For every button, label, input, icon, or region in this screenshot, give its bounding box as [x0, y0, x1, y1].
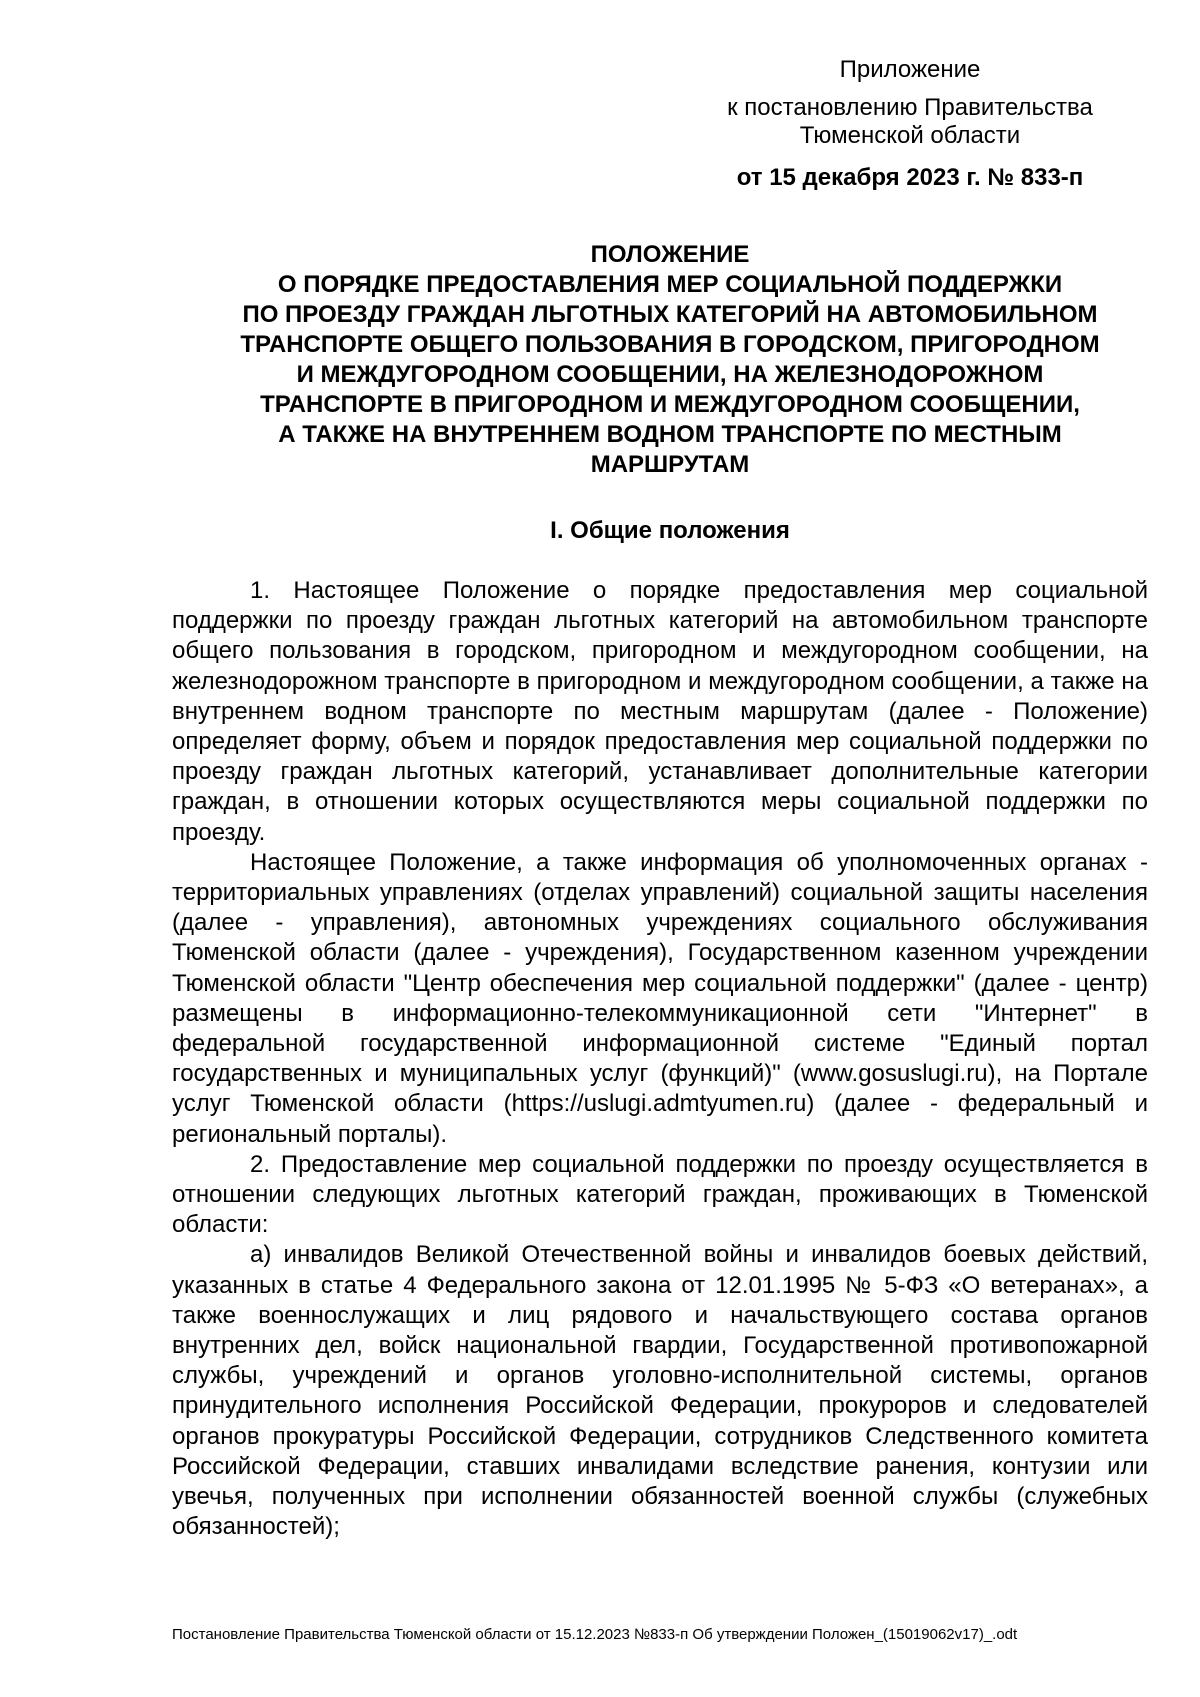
section-heading: I. Общие положения	[550, 517, 790, 544]
region-name: Тюменской области	[799, 122, 1021, 149]
title-line: ТРАНСПОРТЕ ОБЩЕГО ПОЛЬЗОВАНИЯ В ГОРОДСКОМ, ПРИГОРОДНОМ	[240, 331, 1100, 358]
title-line: ПО ПРОЕЗДУ ГРАЖДАН ЛЬГОТНЫХ КАТЕГОРИЙ НА АВТОМОБИЛЬНОМ	[242, 301, 1098, 328]
title-line: ПОЛОЖЕНИЕ	[590, 241, 750, 268]
document-title	[170, 240, 1170, 480]
resolution-reference: к постановлению Правительства	[727, 94, 1093, 121]
resolution-date-number: от 15 декабря 2023 г. № 833-п	[736, 164, 1084, 191]
appendix-header	[700, 56, 1120, 192]
title-line: А ТАКЖЕ НА ВНУТРЕННЕМ ВОДНОМ ТРАНСПОРТЕ ПО МЕСТНЫМ	[278, 421, 1062, 448]
paragraph: а) инвалидов Великой Отечественной войны и инвалидов боевых действий, указанных в статье 4 Федерального закона от 12.01.1995 № 5-ФЗ «О ветеранах», а также военнослужащих и лиц рядового и начальствующего состава органов внутренних дел, войск национальной гвардии, Государственной противопожарной службы, учреждений и органов уголовно-исполнительной системы, органов принудительного исполнения Российской Федерации, прокуроров и следователей органов прокуратуры Российской Федерации, сотрудников Следственного комитета Российской Федерации, ставших инвалидами вследствие ранения, контузии или увечья, полученных при исполнении обязанностей военной службы (служебных обязанностей);	[172, 1241, 1148, 1541]
paragraph: 1. Настоящее Положение о порядке предоставления мер социальной поддержки по проезду граждан льготных категорий на автомобильном транспорте общего пользования в городском, пригородном и междугородном сообщении, на железнодорожном транспорте в пригородном и междугородном сообщении, а также на внутреннем водном транспорте по местным маршрутам (далее - Положение) определяет форму, объем и порядок предоставления мер социальной поддержки по проезду граждан льготных категорий, устанавливает дополнительные категории граждан, в отношении которых осуществляются меры социальной поддержки по проезду.	[172, 577, 1148, 846]
title-line: И МЕЖДУГОРОДНОМ СООБЩЕНИИ, НА ЖЕЛЕЗНОДОРОЖНОМ	[296, 361, 1044, 388]
title-line: О ПОРЯДКЕ ПРЕДОСТАВЛЕНИЯ МЕР СОЦИАЛЬНОЙ ПОДДЕРЖКИ	[277, 271, 1063, 298]
appendix-label: Приложение	[839, 56, 981, 83]
title-line: МАРШРУТАМ	[590, 451, 750, 478]
title-line: ТРАНСПОРТЕ В ПРИГОРОДНОМ И МЕЖДУГОРОДНОМ СООБЩЕНИИ,	[260, 391, 1080, 418]
page-footer: Постановление Правительства Тюменской области от 15.12.2023 №833-п Об утверждении Положен_(15019062v17)_.odt	[172, 1626, 1018, 1643]
paragraph: 2. Предоставление мер социальной поддержки по проезду осуществляется в отношении следующих льготных категорий граждан, проживающих в Тюменской области:	[172, 1150, 1148, 1239]
document-body	[172, 576, 1148, 1543]
paragraph: Настоящее Положение, а также информация об уполномоченных органах - территориальных управлениях (отделах управлений) социальной защиты населения (далее - управления), автономных учреждениях социального обслуживания Тюменской области (далее - учреждения), Государственном казенном учреждении Тюменской области "Центр обеспечения мер социальной поддержки" (далее - центр) размещены в информационно-телекоммуникационной сети "Интернет" в федеральной государственной информационной системе "Единый портал государственных и муниципальных услуг (функций)" (www.gosuslugi.ru), на Портале услуг Тюменской области (https://uslugi.admtyumen.ru) (далее - федеральный и региональный порталы).	[172, 848, 1148, 1148]
